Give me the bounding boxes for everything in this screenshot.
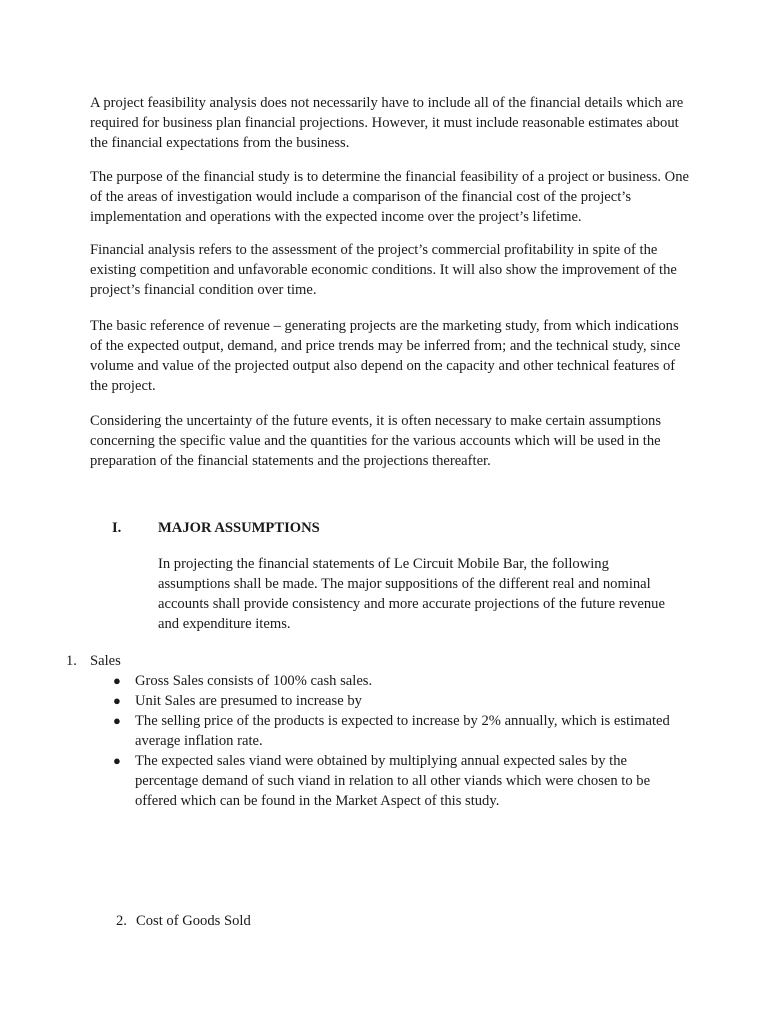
bullet-item — [66, 751, 706, 811]
list-item-header — [66, 651, 706, 671]
bullet-item — [66, 711, 706, 751]
bullet-text: The selling price of the products is expected to increase by 2% annually, which is estimated average inflation rate. — [135, 713, 670, 749]
paragraph-3: Financial analysis refers to the assessment of the project’s commercial profitability in spite of the existing competition and unfavorable economic conditions. It will also show the improvement of the project’s financial condition over time. — [90, 242, 677, 298]
paragraph-4: The basic reference of revenue – generating projects are the marketing study, from which indications of the expected output, demand, and price trends may be inferred from; and the technical study, since volume and value of the projected output also depend on the capacity and other technical features of the project. — [90, 318, 681, 394]
section-heading — [112, 518, 320, 538]
bullet-text: The expected sales viand were obtained by multiplying annual expected sales by the percentage demand of such viand in relation to all other viands which were chosen to be offered which can be found in the Market Aspect of this study. — [135, 753, 651, 809]
list-item-cost-of-goods-sold — [116, 911, 251, 931]
bullet-item — [66, 691, 706, 711]
bullet-item — [66, 671, 706, 691]
list-number: 1. — [66, 653, 77, 669]
list-label: Sales — [90, 653, 121, 669]
list-label: Cost of Goods Sold — [136, 913, 251, 929]
bullet-text: Unit Sales are presumed to increase by — [135, 693, 362, 709]
bullet-icon: ● — [113, 713, 121, 728]
bullet-text: Gross Sales consists of 100% cash sales. — [135, 673, 373, 689]
section-number: I. — [112, 520, 122, 536]
bullet-icon: ● — [113, 673, 121, 688]
list-item-sales — [66, 651, 706, 811]
list-number: 2. — [116, 913, 127, 929]
section-title: MAJOR ASSUMPTIONS — [158, 520, 320, 536]
bullet-icon: ● — [113, 753, 121, 768]
paragraph-1: A project feasibility analysis does not necessarily have to include all of the financial details which are required for business plan financial projections. However, it must include reasonable estimates about the financial expectations from the business. — [90, 95, 684, 151]
bullet-icon: ● — [113, 693, 121, 708]
paragraph-2: The purpose of the financial study is to determine the financial feasibility of a project or business. One of the areas of investigation would include a comparison of the financial cost of the project’s implementation and operations with the expected income over the project’s lifetime. — [90, 169, 689, 225]
paragraph-5: Considering the uncertainty of the future events, it is often necessary to make certain assumptions concerning the specific value and the quantities for the various accounts which will be used in the preparation of the financial statements and the projections thereafter. — [90, 413, 662, 469]
sales-bullets — [66, 671, 706, 811]
section-intro: In projecting the financial statements of Le Circuit Mobile Bar, the following assumptions shall be made. The major suppositions of the different real and nominal accounts shall provide consistency and more accurate projections of the future revenue and expenditure items. — [158, 556, 665, 632]
